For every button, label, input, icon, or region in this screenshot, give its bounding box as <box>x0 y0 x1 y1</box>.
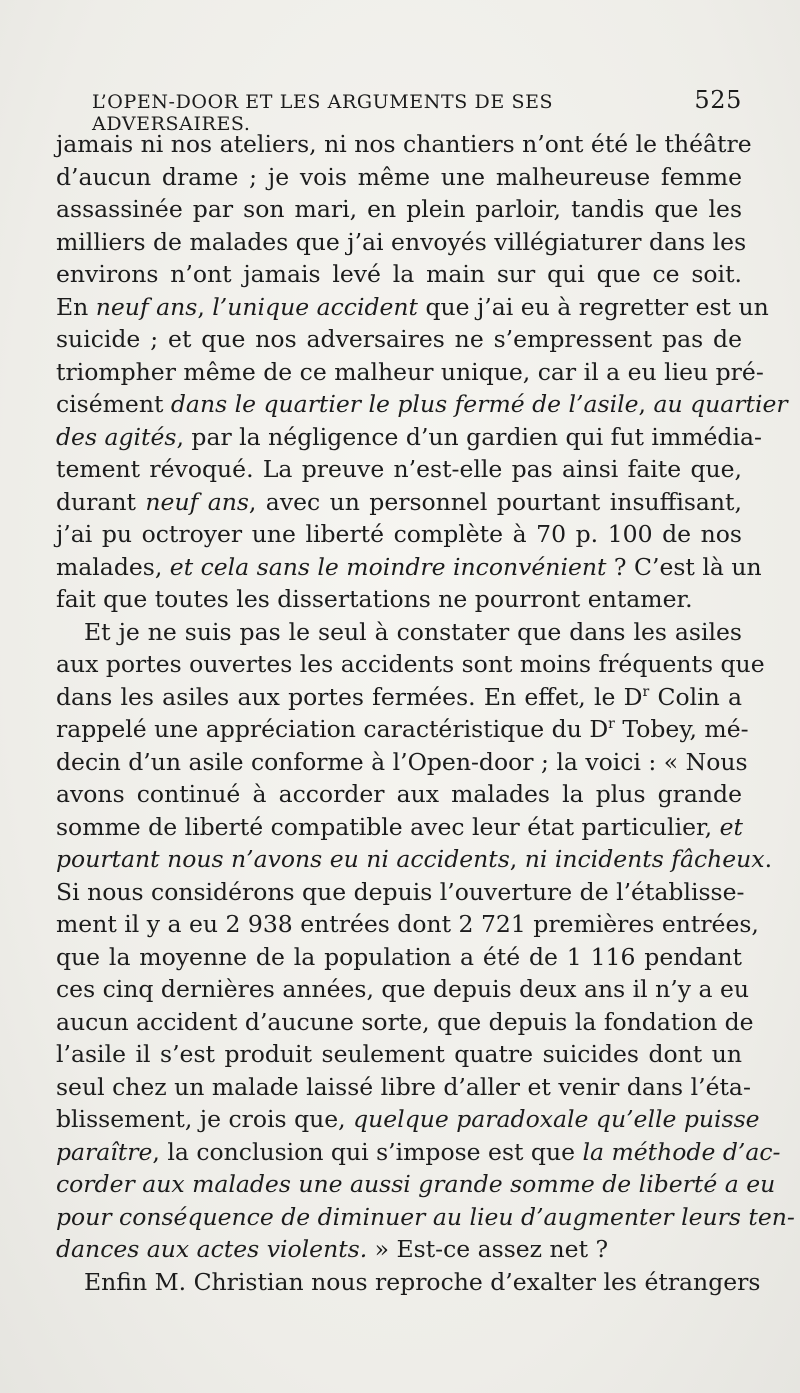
body-text <box>56 128 795 1298</box>
text-run: avons continué à accorder aux malades la plus grande <box>56 780 742 808</box>
text-run: blissement, je crois que, <box>56 1105 354 1133</box>
superscript: r <box>642 683 650 700</box>
text-run: d’aucun drame ; je vois même une malheureuse femme <box>56 162 742 191</box>
text-run: somme de liberté compatible avec leur état particulier, <box>56 812 720 841</box>
text-run: dans les asiles aux portes fermées. En effet, le D <box>56 682 643 711</box>
italic-text: au quartier <box>653 390 788 418</box>
italic-text: pour conséquence de diminuer au lieu d’augmenter leurs ten- <box>56 1202 795 1231</box>
text-run: environs n’ont jamais levé la main sur qui que ce soit. <box>56 260 742 288</box>
text-run: ? C’est là un <box>606 552 762 581</box>
text-line <box>56 356 764 389</box>
text-run: tement révoqué. La preuve n’est-elle pas ainsi faite que, <box>56 455 742 483</box>
text-line <box>56 1136 781 1169</box>
text-line <box>56 843 773 876</box>
text-run: , avec un personnel pourtant insuffisant, <box>248 487 742 516</box>
text-run: j’ai pu octroyer une liberté complète à 70 p. 100 de nos <box>56 520 742 548</box>
text-line <box>56 421 762 454</box>
text-run: jamais ni nos ateliers, ni nos chantiers n’ont été le théâtre <box>56 130 752 158</box>
italic-text: des agités <box>56 422 177 451</box>
text-line <box>56 583 742 616</box>
italic-text: ni incidents fâcheux <box>524 845 765 873</box>
text-run: que la moyenne de la population a été de 1 116 pendant <box>56 942 742 971</box>
text-run: malades, <box>56 552 170 581</box>
italic-text: pourtant nous n’avons eu ni accidents <box>56 845 510 873</box>
text-line <box>56 1168 776 1201</box>
text-run: durant <box>56 487 146 516</box>
text-run: cisément <box>56 390 171 418</box>
text-line <box>56 323 742 356</box>
text-line <box>56 551 762 584</box>
text-run: suicide ; et que nos adversaires ne s’empressent pas de <box>56 325 742 353</box>
text-run: aucun accident d’aucune sorte, que depuis la fondation de <box>56 1007 754 1036</box>
text-run: Et je ne suis pas le seul à constater que dans les asiles <box>84 617 742 646</box>
text-line <box>56 388 788 421</box>
text-run: seul chez un malade laissé libre d’aller et venir dans l’éta- <box>56 1072 751 1101</box>
text-line <box>56 1038 742 1071</box>
text-line <box>56 778 742 811</box>
italic-text: dances aux actes violents. <box>56 1235 368 1263</box>
text-run: ces cinq dernières années, que depuis deux ans il n’y a eu <box>56 975 750 1003</box>
text-run: assassinée par son mari, en plein parloir, tandis que les <box>56 195 742 223</box>
italic-text: l’unique accident <box>212 292 418 321</box>
italic-text: corder aux malades une aussi grande somme de liberté a eu <box>56 1170 776 1198</box>
text-run: milliers de malades que j’ai envoyés villégiaturer dans les <box>56 227 747 256</box>
text-line <box>56 876 745 909</box>
text-run: , <box>197 292 213 321</box>
italic-text: paraître <box>56 1137 153 1166</box>
italic-text: neuf ans <box>145 487 249 516</box>
text-line <box>56 226 747 259</box>
text-line <box>56 1006 754 1039</box>
text-line <box>56 973 750 1006</box>
text-run: , la conclusion qui s’impose est que <box>152 1137 583 1166</box>
text-line <box>56 648 765 681</box>
text-run: fait que toutes les dissertations ne pourront entamer. <box>56 585 693 613</box>
running-title: L’OPEN-DOOR ET LES ARGUMENTS DE SES ADVERSAIRES. <box>92 91 554 135</box>
text-line <box>56 193 742 226</box>
italic-text: dans le quartier le plus fermé de l’asile <box>170 390 639 418</box>
text-run: Tobey, mé- <box>614 715 749 743</box>
text-run: que j’ai eu à regretter est un <box>418 292 769 321</box>
text-run: . <box>764 845 773 873</box>
text-line <box>56 616 742 649</box>
text-line <box>56 518 742 551</box>
text-run: rappelé une appréciation caractéristique du D <box>56 715 609 743</box>
text-line <box>56 161 742 194</box>
superscript: r <box>608 716 615 733</box>
text-run: En <box>56 292 96 321</box>
italic-text: et cela sans le moindre inconvénient <box>169 552 607 581</box>
text-line <box>56 486 742 519</box>
text-run: , <box>638 390 654 418</box>
text-line <box>56 1103 760 1136</box>
text-line <box>56 258 742 291</box>
text-run: Si nous considérons que depuis l’ouverture de l’établisse- <box>56 877 745 906</box>
text-run: Colin a <box>649 682 742 711</box>
text-run: ment il y a eu 2 938 entrées dont 2 721 premières entrées, <box>56 910 759 938</box>
italic-text: quelque paradoxale qu’elle puisse <box>353 1105 760 1133</box>
italic-text: la méthode d’ac- <box>582 1137 781 1166</box>
italic-text: neuf ans <box>95 292 198 321</box>
text-run: l’asile il s’est produit seulement quatre suicides dont un <box>56 1040 742 1068</box>
page-number: 525 <box>694 86 742 114</box>
text-run: Enfin M. Christian nous reproche d’exalter les étrangers <box>84 1267 761 1296</box>
text-run: , par la négligence d’un gardien qui fut immédia- <box>176 422 762 451</box>
text-run: aux portes ouvertes les accidents sont moins fréquents que <box>56 650 765 678</box>
text-line <box>56 1201 795 1234</box>
text-run: » Est-ce assez net ? <box>367 1235 609 1263</box>
text-line <box>56 941 742 974</box>
text-line <box>56 908 759 941</box>
text-line <box>56 746 748 779</box>
text-line <box>56 713 749 746</box>
text-line <box>56 811 742 844</box>
text-line <box>56 291 769 324</box>
text-line <box>56 681 742 714</box>
text-run: decin d’un asile conforme à l’Open-door ; la voici : « Nous <box>56 747 748 776</box>
italic-text: et <box>719 812 743 841</box>
text-line <box>56 1233 742 1266</box>
text-run: triompher même de ce malheur unique, car il a eu lieu pré- <box>56 357 764 386</box>
text-line <box>56 453 742 486</box>
text-line <box>56 1071 751 1104</box>
text-line <box>56 128 752 161</box>
text-line <box>56 1266 761 1299</box>
text-run: , <box>509 845 525 873</box>
